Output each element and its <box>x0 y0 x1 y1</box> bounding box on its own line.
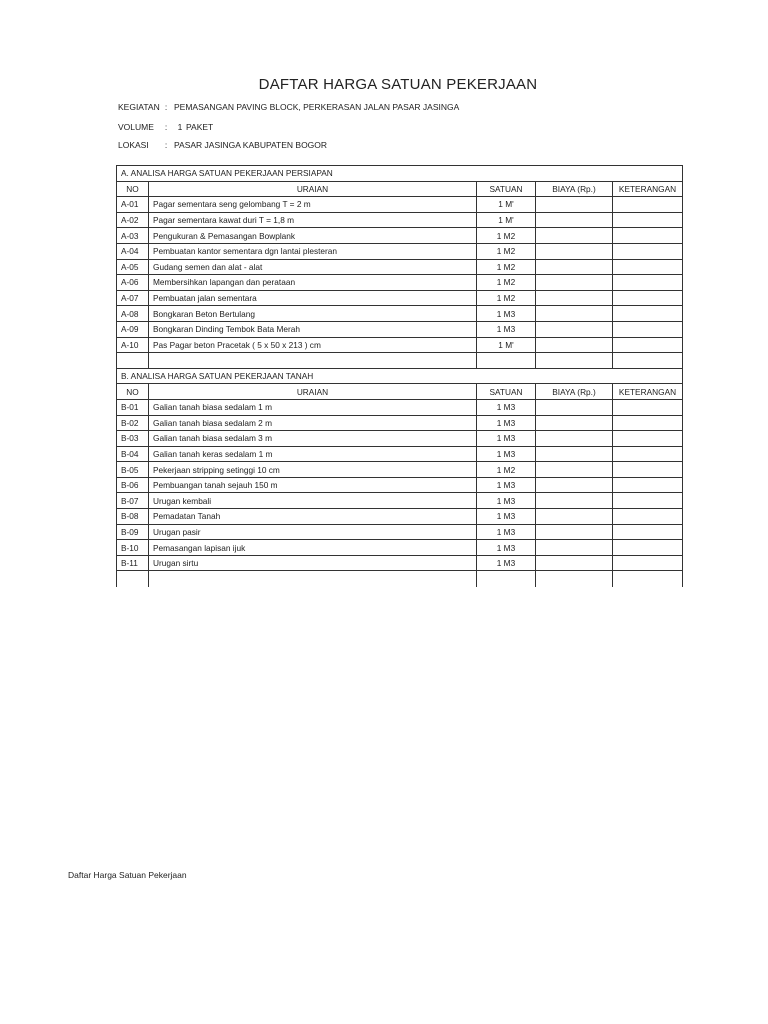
row-biaya <box>536 275 613 291</box>
section-b-header-row <box>117 384 683 400</box>
col-no-header: NO <box>117 384 149 400</box>
row-no: B-07 <box>117 493 149 509</box>
row-uraian: Bongkaran Dinding Tembok Bata Merah <box>149 321 477 337</box>
blank-cell <box>149 571 477 588</box>
row-biaya <box>536 259 613 275</box>
section-a-title: A. ANALISA HARGA SATUAN PEKERJAAN PERSIAPAN <box>117 166 683 182</box>
row-biaya <box>536 462 613 478</box>
page-title: DAFTAR HARGA SATUAN PEKERJAAN <box>258 76 538 93</box>
row-uraian: Galian tanah keras sedalam 1 m <box>149 446 477 462</box>
row-uraian: Pas Pagar beton Pracetak ( 5 x 50 x 213 ) cm <box>149 337 477 353</box>
section-b-title: B. ANALISA HARGA SATUAN PEKERJAAN TANAH <box>117 368 683 384</box>
volume-value: PAKET <box>186 122 214 132</box>
volume-label: VOLUME <box>118 122 154 132</box>
row-biaya <box>536 228 613 244</box>
kegiatan-sep: : <box>164 102 168 112</box>
row-no: A-05 <box>117 259 149 275</box>
row-satuan: 1 M3 <box>477 555 536 571</box>
row-uraian: Pagar sementara kawat duri T = 1,8 m <box>149 212 477 228</box>
col-satuan-header: SATUAN <box>477 384 536 400</box>
blank-cell <box>117 353 149 369</box>
table-row <box>117 306 683 322</box>
meta-volume <box>118 122 213 132</box>
row-uraian: Pembuatan kantor sementara dgn lantai plesteran <box>149 243 477 259</box>
row-keterangan <box>613 290 683 306</box>
col-keterangan-header: KETERANGAN <box>613 384 683 400</box>
row-satuan: 1 M3 <box>477 493 536 509</box>
row-satuan: 1 M3 <box>477 415 536 431</box>
col-keterangan-header: KETERANGAN <box>613 181 683 197</box>
row-satuan: 1 M2 <box>477 243 536 259</box>
row-keterangan <box>613 509 683 525</box>
blank-cell <box>117 571 149 588</box>
col-biaya-header: BIAYA (Rp.) <box>536 181 613 197</box>
row-uraian: Pemadatan Tanah <box>149 509 477 525</box>
row-uraian: Membersihkan lapangan dan perataan <box>149 275 477 291</box>
col-no-header: NO <box>117 181 149 197</box>
row-keterangan <box>613 493 683 509</box>
row-uraian: Pagar sementara seng gelombang T = 2 m <box>149 197 477 213</box>
row-no: A-07 <box>117 290 149 306</box>
row-uraian: Pemasangan lapisan ijuk <box>149 540 477 556</box>
volume-qty: 1 <box>177 122 183 132</box>
row-no: A-09 <box>117 321 149 337</box>
section-b-title-row <box>117 368 683 384</box>
kegiatan-value: PEMASANGAN PAVING BLOCK, PERKERASAN JALAN PASAR JASINGA <box>174 102 460 112</box>
row-keterangan <box>613 212 683 228</box>
row-no: B-05 <box>117 462 149 478</box>
row-satuan: 1 M' <box>477 197 536 213</box>
table-row <box>117 524 683 540</box>
row-uraian: Gudang semen dan alat - alat <box>149 259 477 275</box>
row-uraian: Urugan sirtu <box>149 555 477 571</box>
kegiatan-label: KEGIATAN <box>118 102 160 112</box>
row-no: A-04 <box>117 243 149 259</box>
blank-row <box>117 571 683 588</box>
table-row <box>117 321 683 337</box>
row-biaya <box>536 337 613 353</box>
row-keterangan <box>613 197 683 213</box>
row-satuan: 1 M2 <box>477 275 536 291</box>
footer-text: Daftar Harga Satuan Pekerjaan <box>68 870 187 880</box>
row-no: B-04 <box>117 446 149 462</box>
row-no: A-01 <box>117 197 149 213</box>
table-row <box>117 399 683 415</box>
row-satuan: 1 M2 <box>477 259 536 275</box>
table-row <box>117 197 683 213</box>
row-no: B-09 <box>117 524 149 540</box>
table-row <box>117 477 683 493</box>
table-row <box>117 259 683 275</box>
row-uraian: Galian tanah biasa sedalam 2 m <box>149 415 477 431</box>
row-keterangan <box>613 555 683 571</box>
row-biaya <box>536 399 613 415</box>
row-biaya <box>536 509 613 525</box>
row-no: B-03 <box>117 431 149 447</box>
row-biaya <box>536 524 613 540</box>
row-satuan: 1 M3 <box>477 509 536 525</box>
row-satuan: 1 M3 <box>477 446 536 462</box>
row-no: B-02 <box>117 415 149 431</box>
row-uraian: Urugan kembali <box>149 493 477 509</box>
row-uraian: Galian tanah biasa sedalam 1 m <box>149 399 477 415</box>
meta-lokasi <box>118 140 327 150</box>
row-uraian: Pengukuran & Pemasangan Bowplank <box>149 228 477 244</box>
blank-cell <box>613 353 683 369</box>
row-keterangan <box>613 431 683 447</box>
table-row <box>117 462 683 478</box>
blank-row <box>117 353 683 369</box>
table-row <box>117 431 683 447</box>
row-keterangan <box>613 321 683 337</box>
table-row <box>117 446 683 462</box>
row-satuan: 1 M3 <box>477 477 536 493</box>
row-uraian: Urugan pasir <box>149 524 477 540</box>
blank-cell <box>477 353 536 369</box>
row-no: A-10 <box>117 337 149 353</box>
row-biaya <box>536 212 613 228</box>
blank-cell <box>149 353 477 369</box>
row-satuan: 1 M' <box>477 337 536 353</box>
row-uraian: Galian tanah biasa sedalam 3 m <box>149 431 477 447</box>
row-keterangan <box>613 243 683 259</box>
table-row <box>117 509 683 525</box>
row-satuan: 1 M3 <box>477 431 536 447</box>
table-row <box>117 540 683 556</box>
row-satuan: 1 M3 <box>477 540 536 556</box>
row-no: A-02 <box>117 212 149 228</box>
row-keterangan <box>613 275 683 291</box>
row-no: B-01 <box>117 399 149 415</box>
row-keterangan <box>613 228 683 244</box>
meta-kegiatan <box>118 102 459 112</box>
row-keterangan <box>613 259 683 275</box>
row-keterangan <box>613 446 683 462</box>
table-row <box>117 228 683 244</box>
row-keterangan <box>613 337 683 353</box>
row-keterangan <box>613 477 683 493</box>
row-no: A-03 <box>117 228 149 244</box>
price-table <box>116 165 683 587</box>
row-biaya <box>536 321 613 337</box>
table-row <box>117 243 683 259</box>
table-row <box>117 337 683 353</box>
table-row <box>117 212 683 228</box>
row-keterangan <box>613 415 683 431</box>
row-satuan: 1 M2 <box>477 462 536 478</box>
row-no: B-06 <box>117 477 149 493</box>
lokasi-sep: : <box>164 140 168 150</box>
row-satuan: 1 M3 <box>477 321 536 337</box>
row-keterangan <box>613 399 683 415</box>
row-no: A-08 <box>117 306 149 322</box>
table-row <box>117 415 683 431</box>
table-row <box>117 290 683 306</box>
row-keterangan <box>613 306 683 322</box>
row-satuan: 1 M2 <box>477 228 536 244</box>
row-biaya <box>536 446 613 462</box>
row-keterangan <box>613 524 683 540</box>
row-keterangan <box>613 462 683 478</box>
row-uraian: Pembuatan jalan sementara <box>149 290 477 306</box>
col-satuan-header: SATUAN <box>477 181 536 197</box>
row-keterangan <box>613 540 683 556</box>
table-row <box>117 275 683 291</box>
row-satuan: 1 M3 <box>477 399 536 415</box>
row-biaya <box>536 555 613 571</box>
volume-sep: : <box>164 122 168 132</box>
row-biaya <box>536 306 613 322</box>
lokasi-label: LOKASI <box>118 140 149 150</box>
row-satuan: 1 M' <box>477 212 536 228</box>
row-biaya <box>536 290 613 306</box>
blank-cell <box>613 571 683 588</box>
row-biaya <box>536 540 613 556</box>
table-row <box>117 555 683 571</box>
row-biaya <box>536 243 613 259</box>
row-no: B-08 <box>117 509 149 525</box>
blank-cell <box>536 571 613 588</box>
row-biaya <box>536 493 613 509</box>
section-a-header-row <box>117 181 683 197</box>
col-uraian-header: URAIAN <box>149 384 477 400</box>
row-satuan: 1 M2 <box>477 290 536 306</box>
row-no: B-11 <box>117 555 149 571</box>
row-uraian: Pembuangan tanah sejauh 150 m <box>149 477 477 493</box>
row-no: B-10 <box>117 540 149 556</box>
section-a-title-row <box>117 166 683 182</box>
row-uraian: Pekerjaan stripping setinggi 10 cm <box>149 462 477 478</box>
row-satuan: 1 M3 <box>477 306 536 322</box>
row-biaya <box>536 477 613 493</box>
row-biaya <box>536 415 613 431</box>
row-biaya <box>536 431 613 447</box>
lokasi-value: PASAR JASINGA KABUPATEN BOGOR <box>174 140 328 150</box>
col-biaya-header: BIAYA (Rp.) <box>536 384 613 400</box>
row-satuan: 1 M3 <box>477 524 536 540</box>
table-row <box>117 493 683 509</box>
row-biaya <box>536 197 613 213</box>
row-no: A-06 <box>117 275 149 291</box>
row-uraian: Bongkaran Beton Bertulang <box>149 306 477 322</box>
blank-cell <box>536 353 613 369</box>
blank-cell <box>477 571 536 588</box>
col-uraian-header: URAIAN <box>149 181 477 197</box>
